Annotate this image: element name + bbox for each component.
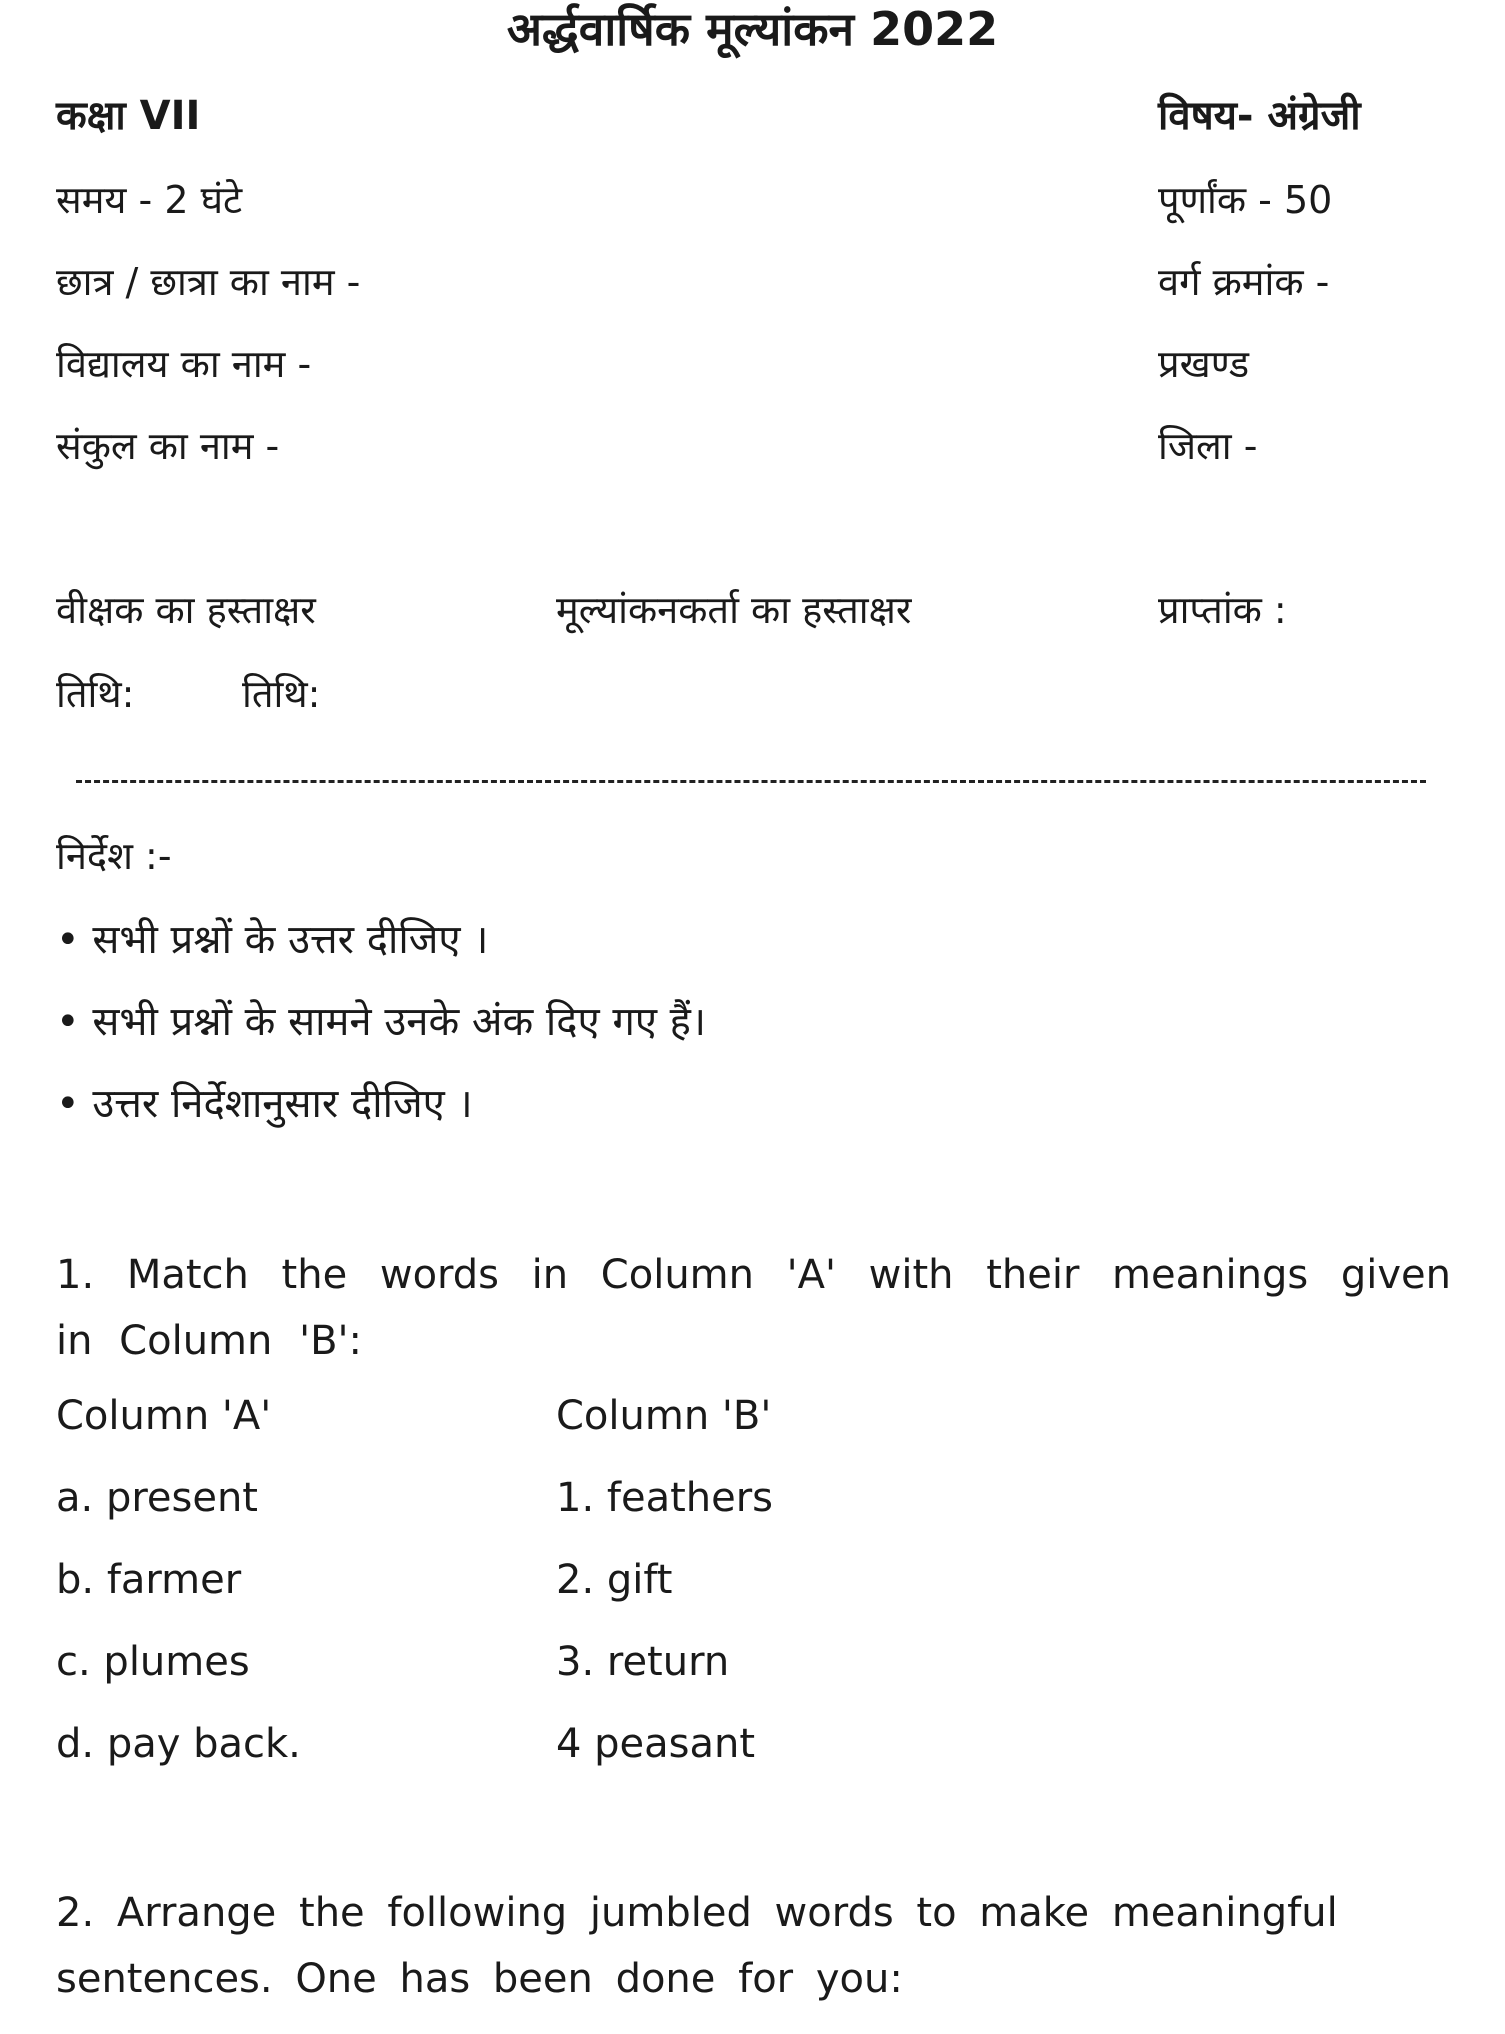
column-a-item: d. pay back. [56, 1721, 301, 1767]
evaluator-signature-label: मूल्यांकनकर्ता का हस्ताक्षर [556, 588, 912, 632]
district-label: जिला - [1158, 424, 1258, 468]
student-name-label: छात्र / छात्रा का नाम - [56, 260, 361, 304]
column-b-item: 4 peasant [556, 1721, 756, 1767]
date-label-invigilator: तिथि: [56, 672, 135, 716]
dashed-divider [76, 780, 1426, 783]
roll-number-label: वर्ग क्रमांक - [1158, 260, 1330, 304]
bullet-icon: • [56, 917, 80, 963]
invigilator-signature-label: वीक्षक का हस्ताक्षर [56, 588, 316, 632]
question-2-prompt: 2. Arrange the following jumbled words to make meaningful sentences. One has been done for you: [56, 1890, 1338, 2002]
class-label: कक्षा VII [56, 93, 201, 139]
school-name-label: विद्यालय का नाम - [56, 342, 312, 386]
column-b-item: 1. feathers [556, 1475, 774, 1521]
instructions-heading: निर्देश :- [56, 834, 172, 878]
date-label-evaluator: तिथि: [242, 672, 321, 716]
instruction-text: सभी प्रश्नों के उत्तर दीजिए । [92, 917, 489, 963]
column-a-item: c. plumes [56, 1639, 250, 1685]
full-marks-label: पूर्णांक - 50 [1158, 178, 1333, 222]
question-1-prompt: 1. Match the words in Column 'A' with their meanings given in Column 'B': [56, 1252, 1451, 1364]
column-a-item: b. farmer [56, 1557, 242, 1603]
bullet-icon: • [56, 1081, 80, 1127]
column-b-item: 2. gift [556, 1557, 673, 1603]
instruction-item [56, 1080, 473, 1128]
cluster-name-label: संकुल का नाम - [56, 424, 280, 468]
bullet-icon: • [56, 999, 80, 1045]
instruction-item [56, 998, 706, 1046]
block-label: प्रखण्ड [1158, 342, 1250, 386]
column-b-item: 3. return [556, 1639, 730, 1685]
marks-obtained-label: प्राप्तांक : [1158, 588, 1287, 632]
instruction-item [56, 916, 488, 964]
column-a-header: Column 'A' [56, 1393, 272, 1439]
page-title: अर्द्धवार्षिक मूल्यांकन 2022 [506, 2, 999, 56]
time-label: समय - 2 घंटे [56, 178, 243, 222]
instruction-text: सभी प्रश्नों के सामने उनके अंक दिए गए हैं। [92, 999, 707, 1045]
subject-label: विषय- अंग्रेजी [1158, 93, 1361, 139]
column-a-item: a. present [56, 1475, 258, 1521]
column-b-header: Column 'B' [556, 1393, 772, 1439]
instruction-text: उत्तर निर्देशानुसार दीजिए । [92, 1081, 473, 1127]
